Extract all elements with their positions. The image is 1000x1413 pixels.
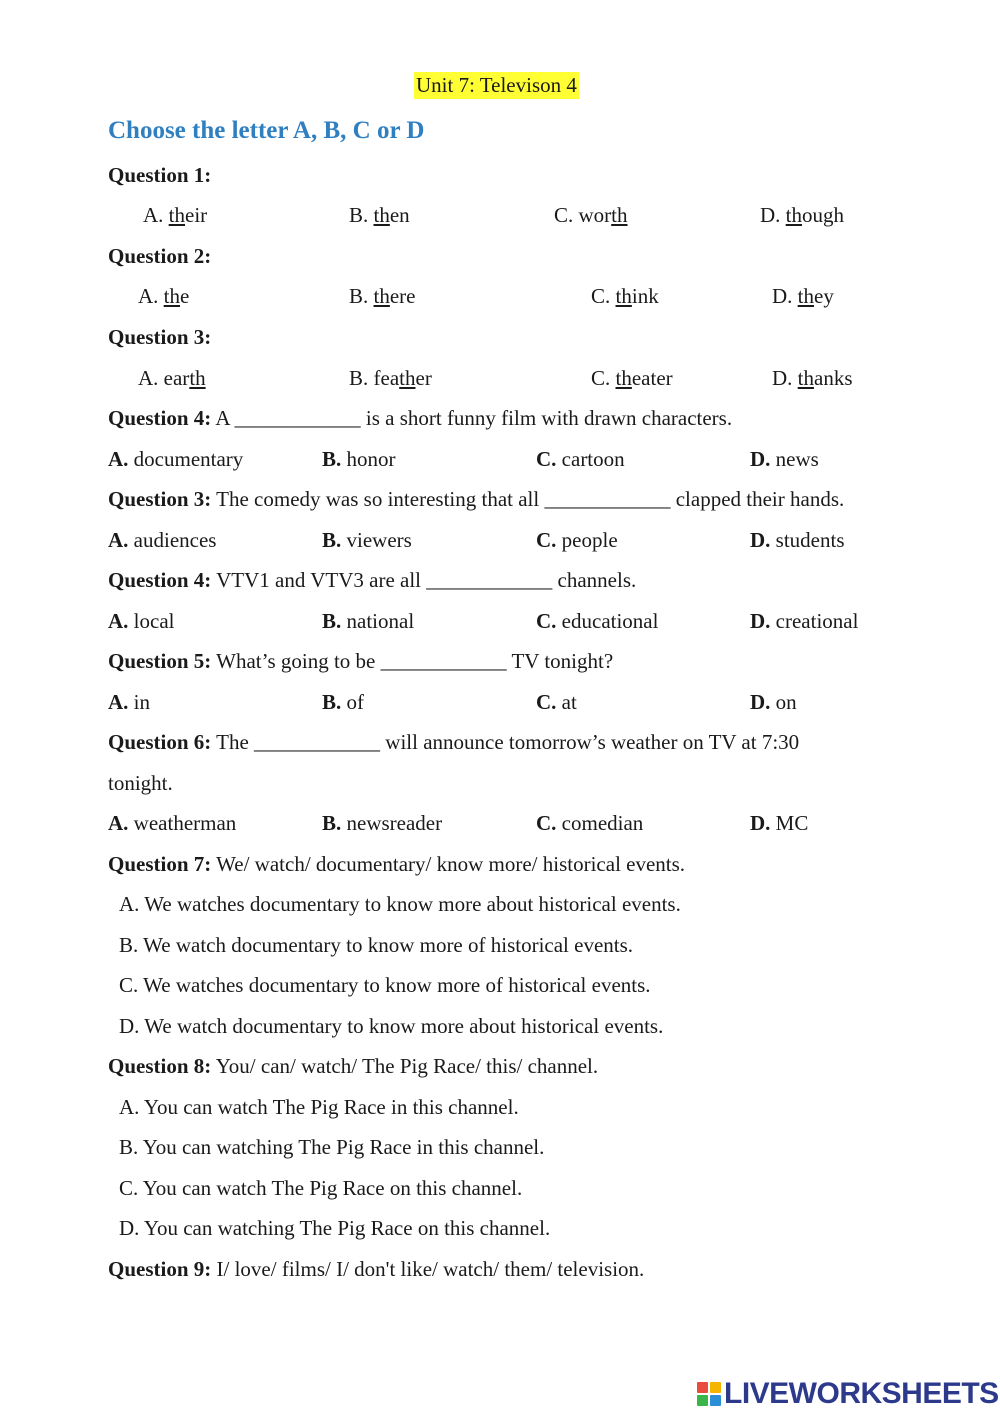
question-9-text: Question 9: I/ love/ films/ I/ don't like/ watch/ them/ television. <box>108 1257 645 1281</box>
q6-option-b[interactable]: B. newsreader <box>322 811 443 835</box>
q8-option-c[interactable]: C. You can watch The Pig Race on this channel. <box>119 1176 523 1200</box>
q7-option-d[interactable]: D. We watch documentary to know more about historical events. <box>119 1014 664 1038</box>
q4a-option-d[interactable]: D. news <box>750 447 819 471</box>
logo-square-1 <box>697 1382 708 1393</box>
q6-option-a[interactable]: A. weatherman <box>108 811 237 835</box>
q7-option-b[interactable]: B. We watch documentary to know more of historical events. <box>119 933 634 957</box>
q2-option-d[interactable]: D. they <box>772 284 834 308</box>
q1-option-d[interactable]: D. though <box>760 203 845 227</box>
q2-option-a[interactable]: A. the <box>138 284 190 308</box>
question-4b-text: Question 4: VTV1 and VTV3 are all ____________ channels. <box>108 568 637 592</box>
q8-option-a[interactable]: A. You can watch The Pig Race in this channel. <box>119 1095 519 1119</box>
question-3-label: Question 3: <box>108 325 212 349</box>
q6-option-d[interactable]: D. MC <box>750 811 809 835</box>
question-3b-text: Question 3: The comedy was so interesting that all ____________ clapped their hands. <box>108 487 845 511</box>
question-7-text: Question 7: We/ watch/ documentary/ know more/ historical events. <box>108 852 686 876</box>
q6-option-c[interactable]: C. comedian <box>536 811 644 835</box>
question-6-text-continued: tonight. <box>108 771 173 795</box>
q4a-option-b[interactable]: B. honor <box>322 447 396 471</box>
q4a-option-a[interactable]: A. documentary <box>108 447 244 471</box>
q4b-option-d[interactable]: D. creational <box>750 609 859 633</box>
q3b-option-a[interactable]: A. audiences <box>108 528 217 552</box>
logo-text: LIVEWORKSHEETS <box>724 1377 999 1410</box>
q3b-option-c[interactable]: C. people <box>536 528 618 552</box>
q5-option-c[interactable]: C. at <box>536 690 577 714</box>
worksheet-title: Unit 7: Televison 4 <box>416 73 577 97</box>
q8-option-d[interactable]: D. You can watching The Pig Race on this channel. <box>119 1216 551 1240</box>
q4b-option-a[interactable]: A. local <box>108 609 175 633</box>
logo-square-3 <box>697 1395 708 1406</box>
q3-option-b[interactable]: B. feather <box>349 366 432 390</box>
q8-option-b[interactable]: B. You can watching The Pig Race in this channel. <box>119 1135 545 1159</box>
q5-option-a[interactable]: A. in <box>108 690 151 714</box>
logo-square-2 <box>710 1382 721 1393</box>
question-1-label: Question 1: <box>108 163 212 187</box>
q1-option-c[interactable]: C. worth <box>554 203 628 227</box>
q2-option-b[interactable]: B. there <box>349 284 416 308</box>
q3b-option-b[interactable]: B. viewers <box>322 528 412 552</box>
q4b-option-b[interactable]: B. national <box>322 609 415 633</box>
q7-option-c[interactable]: C. We watches documentary to know more of historical events. <box>119 973 651 997</box>
q1-option-a[interactable]: A. their <box>143 203 208 227</box>
question-6-text: Question 6: The ____________ will announce tomorrow’s weather on TV at 7:30 <box>108 730 800 754</box>
question-5-text: Question 5: What’s going to be ____________ TV tonight? <box>108 649 614 673</box>
question-2-label: Question 2: <box>108 244 212 268</box>
q2-option-c[interactable]: C. think <box>591 284 659 308</box>
liveworksheets-logo <box>697 1376 999 1412</box>
q4a-option-c[interactable]: C. cartoon <box>536 447 625 471</box>
q1-option-b[interactable]: B. then <box>349 203 410 227</box>
section-heading: Choose the letter A, B, C or D <box>108 117 425 144</box>
q7-option-a[interactable]: A. We watches documentary to know more about historical events. <box>119 892 681 916</box>
q3-option-a[interactable]: A. earth <box>138 366 206 390</box>
question-4a-text: Question 4: A ____________ is a short funny film with drawn characters. <box>108 406 733 430</box>
q4b-option-c[interactable]: C. educational <box>536 609 659 633</box>
q3b-option-d[interactable]: D. students <box>750 528 845 552</box>
question-8-text: Question 8: You/ can/ watch/ The Pig Race/ this/ channel. <box>108 1054 599 1078</box>
q5-option-d[interactable]: D. on <box>750 690 797 714</box>
q3-option-d[interactable]: D. thanks <box>772 366 853 390</box>
logo-square-4 <box>710 1395 721 1406</box>
logo-icon <box>697 1382 721 1406</box>
q5-option-b[interactable]: B. of <box>322 690 365 714</box>
q3-option-c[interactable]: C. theater <box>591 366 673 390</box>
